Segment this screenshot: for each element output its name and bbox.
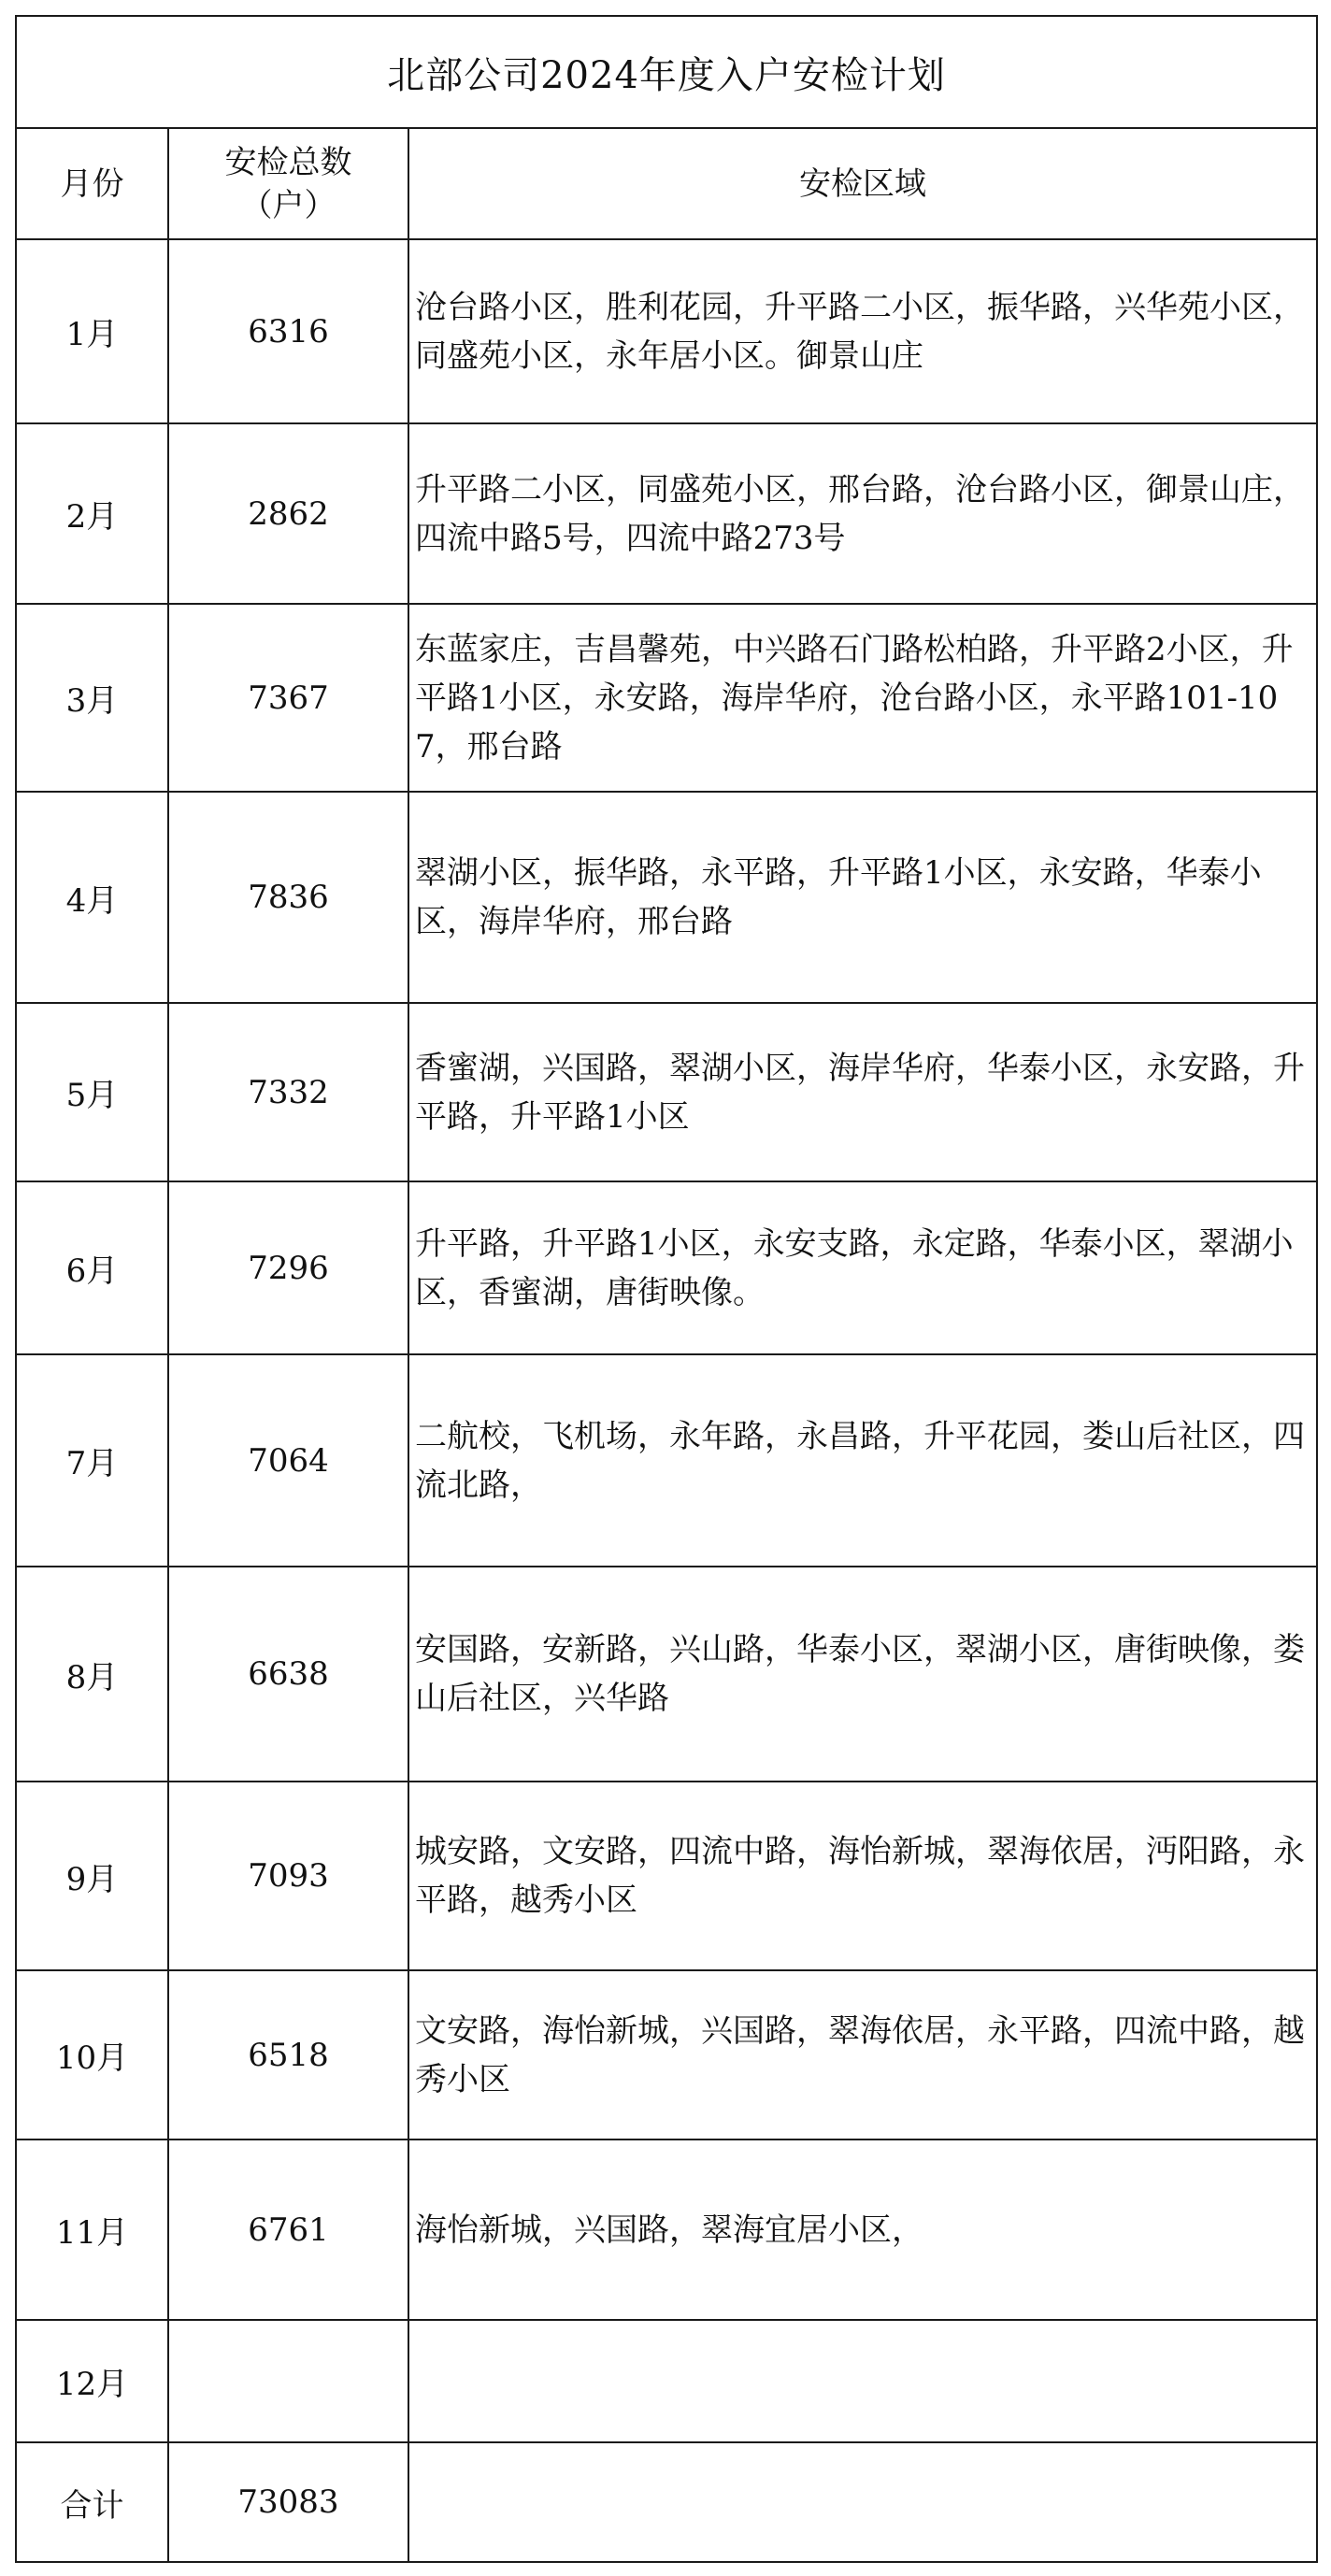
- table-row: [16, 2140, 1317, 2320]
- header-total: [168, 128, 408, 239]
- month-cell: 2月: [16, 423, 168, 604]
- table-row: [16, 1354, 1317, 1567]
- area-cell: [408, 2320, 1317, 2442]
- month-cell: 8月: [16, 1567, 168, 1782]
- total-cell: 6761: [168, 2140, 408, 2320]
- table-row: [16, 1003, 1317, 1181]
- area-cell: 升平路二小区，同盛苑小区，邢台路，沧台路小区，御景山庄，四流中路5号，四流中路273号: [408, 423, 1317, 604]
- table-row: [16, 1567, 1317, 1782]
- table-row: [16, 2320, 1317, 2442]
- area-cell: 城安路，文安路，四流中路，海怡新城，翠海依居，沔阳路，永平路，越秀小区: [408, 1782, 1317, 1970]
- total-cell: 6638: [168, 1567, 408, 1782]
- table-row: [16, 604, 1317, 792]
- area-cell: [408, 2442, 1317, 2562]
- table-title: 北部公司2024年度入户安检计划: [16, 16, 1317, 128]
- month-cell: 5月: [16, 1003, 168, 1181]
- table-row: [16, 239, 1317, 423]
- month-cell: 1月: [16, 239, 168, 423]
- total-cell: 6518: [168, 1970, 408, 2140]
- total-cell: 73083: [168, 2442, 408, 2562]
- month-cell: 4月: [16, 792, 168, 1003]
- table-row: [16, 1970, 1317, 2140]
- month-cell: 7月: [16, 1354, 168, 1567]
- month-cell: 3月: [16, 604, 168, 792]
- total-cell: 7332: [168, 1003, 408, 1181]
- total-cell: 2862: [168, 423, 408, 604]
- month-cell: 11月: [16, 2140, 168, 2320]
- area-cell: 二航校，飞机场，永年路，永昌路，升平花园，娄山后社区，四流北路，: [408, 1354, 1317, 1567]
- area-cell: 翠湖小区，振华路，永平路，升平路1小区，永安路，华泰小区，海岸华府，邢台路: [408, 792, 1317, 1003]
- header-month: 月份: [16, 128, 168, 239]
- total-cell: 7367: [168, 604, 408, 792]
- table-row: [16, 1181, 1317, 1354]
- total-cell: [168, 2320, 408, 2442]
- month-cell: 10月: [16, 1970, 168, 2140]
- total-cell: 7093: [168, 1782, 408, 1970]
- title-row: [16, 16, 1317, 128]
- area-cell: 东蓝家庄，吉昌馨苑，中兴路石门路松柏路，升平路2小区，升平路1小区，永安路，海岸华府，沧台路小区，永平路101-107，邢台路: [408, 604, 1317, 792]
- month-cell: 6月: [16, 1181, 168, 1354]
- month-cell: 9月: [16, 1782, 168, 1970]
- area-cell: 香蜜湖，兴国路，翠湖小区，海岸华府，华泰小区，永安路，升平路，升平路1小区: [408, 1003, 1317, 1181]
- header-area: 安检区域: [408, 128, 1317, 239]
- month-cell: 12月: [16, 2320, 168, 2442]
- total-cell: 6316: [168, 239, 408, 423]
- table-row: [16, 792, 1317, 1003]
- table-row: [16, 2442, 1317, 2562]
- table-row: [16, 1782, 1317, 1970]
- total-cell: 7836: [168, 792, 408, 1003]
- area-cell: 升平路，升平路1小区，永安支路，永定路，华泰小区，翠湖小区，香蜜湖，唐街映像。: [408, 1181, 1317, 1354]
- total-cell: 7296: [168, 1181, 408, 1354]
- header-total-line1: 安检总数: [224, 143, 352, 181]
- area-cell: 海怡新城，兴国路，翠海宜居小区，: [408, 2140, 1317, 2320]
- header-row: [16, 128, 1317, 239]
- table-body: [16, 239, 1317, 2562]
- month-cell: 合计: [16, 2442, 168, 2562]
- header-total-line2: （户）: [240, 186, 336, 224]
- table-row: [16, 423, 1317, 604]
- area-cell: 安国路，安新路，兴山路，华泰小区，翠湖小区，唐街映像，娄山后社区，兴华路: [408, 1567, 1317, 1782]
- area-cell: 沧台路小区，胜利花园，升平路二小区，振华路，兴华苑小区，同盛苑小区，永年居小区。御景山庄: [408, 239, 1317, 423]
- total-cell: 7064: [168, 1354, 408, 1567]
- area-cell: 文安路，海怡新城，兴国路，翠海依居，永平路，四流中路，越秀小区: [408, 1970, 1317, 2140]
- inspection-plan-table: [15, 15, 1318, 2563]
